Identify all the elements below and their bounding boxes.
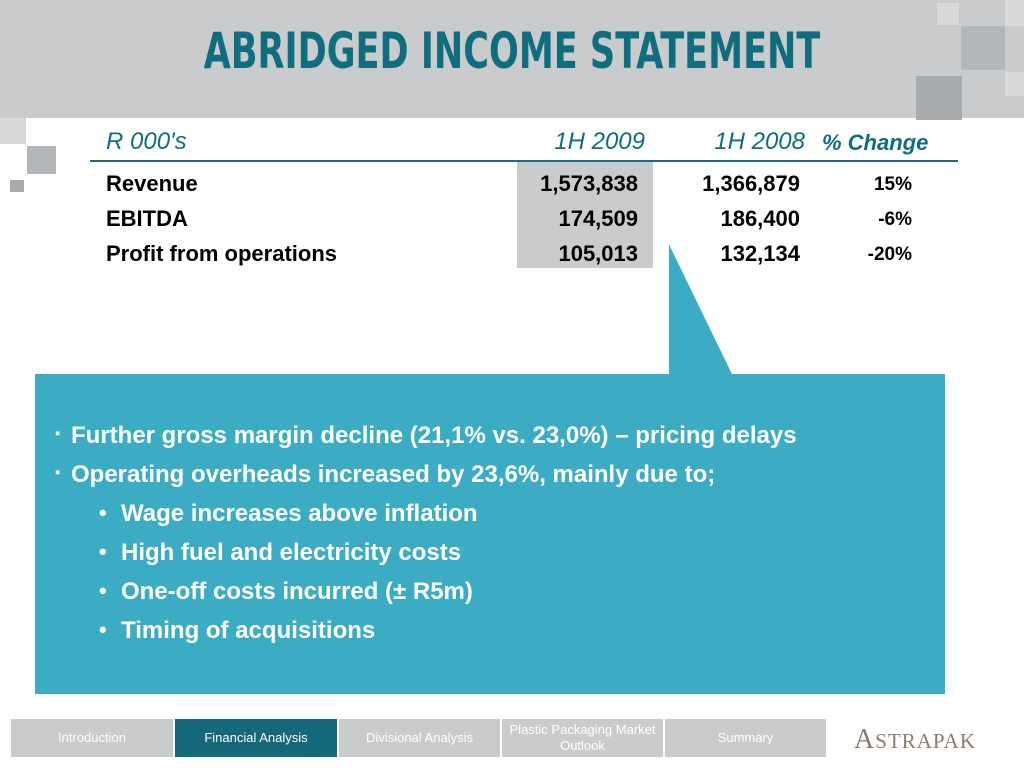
- header-label: R 000's: [106, 128, 187, 155]
- logo-text: ASTRAPAK: [854, 724, 977, 755]
- commentary-callout: [35, 374, 945, 694]
- tab-introduction[interactable]: Introduction: [10, 718, 174, 758]
- header-change: % Change: [822, 130, 929, 155]
- tab-summary[interactable]: Summary: [664, 718, 827, 758]
- bullet-square-icon: ▪: [55, 464, 61, 481]
- row-value-2008: 186,400: [720, 206, 800, 231]
- bullet-text: Operating overheads increased by 23,6%, mainly due to;: [71, 461, 716, 488]
- bullet-square-icon: ▪: [55, 425, 61, 442]
- bullet-dot-icon: •: [99, 539, 107, 564]
- page-title: ABRIDGED INCOME STATEMENT: [203, 22, 821, 80]
- header-1h-2008: 1H 2008: [714, 128, 805, 155]
- bullet-dot-icon: •: [99, 500, 107, 525]
- row-value-2009: 105,013: [558, 241, 638, 266]
- tab-plastic-packaging-market-outlook[interactable]: Plastic Packaging Market Outlook: [501, 718, 664, 758]
- row-value-2009: 1,573,838: [540, 171, 638, 196]
- sub-bullet-text: Timing of acquisitions: [121, 617, 376, 644]
- row-change: -20%: [867, 244, 912, 265]
- row-change: -6%: [878, 209, 912, 230]
- astrapak-logo: [854, 724, 1014, 754]
- row-value-2008: 1,366,879: [702, 171, 800, 196]
- bullet-text: Further gross margin decline (21,1% vs. 23,0%) – pricing delays: [71, 422, 797, 449]
- sub-bullet-text: Wage increases above inflation: [121, 500, 478, 527]
- row-label: Profit from operations: [106, 241, 338, 266]
- sub-bullet-text: High fuel and electricity costs: [121, 539, 462, 566]
- bullet-dot-icon: •: [99, 617, 107, 642]
- header-1h-2009: 1H 2009: [554, 128, 645, 155]
- bullet-dot-icon: •: [99, 578, 107, 603]
- row-label: EBITDA: [106, 206, 188, 231]
- tab-divisional-analysis[interactable]: Divisional Analysis: [338, 718, 501, 758]
- row-change: 15%: [873, 174, 912, 195]
- row-label: Revenue: [106, 171, 198, 196]
- sub-bullet-text: One-off costs incurred (± R5m): [121, 578, 473, 605]
- tab-financial-analysis[interactable]: Financial Analysis: [174, 718, 338, 758]
- row-value-2008: 132,134: [720, 241, 800, 266]
- row-value-2009: 174,509: [558, 206, 638, 231]
